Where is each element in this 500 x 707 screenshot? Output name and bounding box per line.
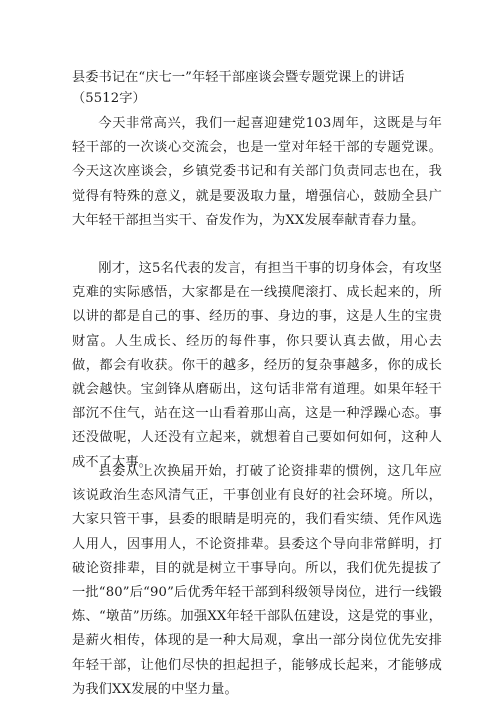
paragraph-1: 今天非常高兴，我们一起喜迎建党103周年，这既是与年轻干部的一次谈心交流会，也是一堂对年轻干部的专题党课。今天这次座谈会，乡镇党委书记和有关部门负责同志也在，我觉得有特殊的意义，就是要汲取力量，增强信心，鼓励全县广大年轻干部担当实干、奋发作为，为XX发展奉献青春力量。	[72, 116, 442, 228]
paragraph-2: 刚才，这5名代表的发言，有担当干事的切身体会，有攻坚克难的实际感悟，大家都是在一线摸爬滚打、成长起来的，所以讲的都是自己的事、经历的事、身边的事，这是人生的宝贵财富。人生成长、经历的每件事，你只要认真去做，用心去做，都会有收获。你干的越多，经历的复杂事越多，你的成长就会越快。宝剑锋从磨砺出，这句话非常有道理。如果年轻干部沉不住气，站在这一山看着那山高，这是一种浮躁心态。事还没做呢，人还没有立起来，就想着自己要如何如何，这种人成不了大事。	[72, 261, 442, 470]
document-title: 县委书记在“庆七一”年轻干部座谈会暨专题党课上的讲话（5512字）	[72, 70, 405, 106]
paragraph-3: 县委从上次换届开始，打破了论资排辈的惯例，这几年应该说政治生态风清气正，干事创业有良好的社会环境。所以，大家只管干事，县委的眼睛是明亮的，我们看实绩、凭作风选人用人，因事用人，不论资排辈。县委这个导向非常鲜明，打破论资排辈，目的就是树立干事导向。所以，我们优先提拔了一批“80”后“90”后优秀年轻干部到科级领导岗位，进行一线锻炼、“墩苗”历练。加强XX年轻干部队伍建设，这是党的事业，是薪火相传，体现的是一种大局观，拿出一部分岗位优先安排年轻干部，让他们尽快的担起担子，能够成长起来，才能够成为我们XX发展的中坚力量。	[72, 464, 442, 697]
